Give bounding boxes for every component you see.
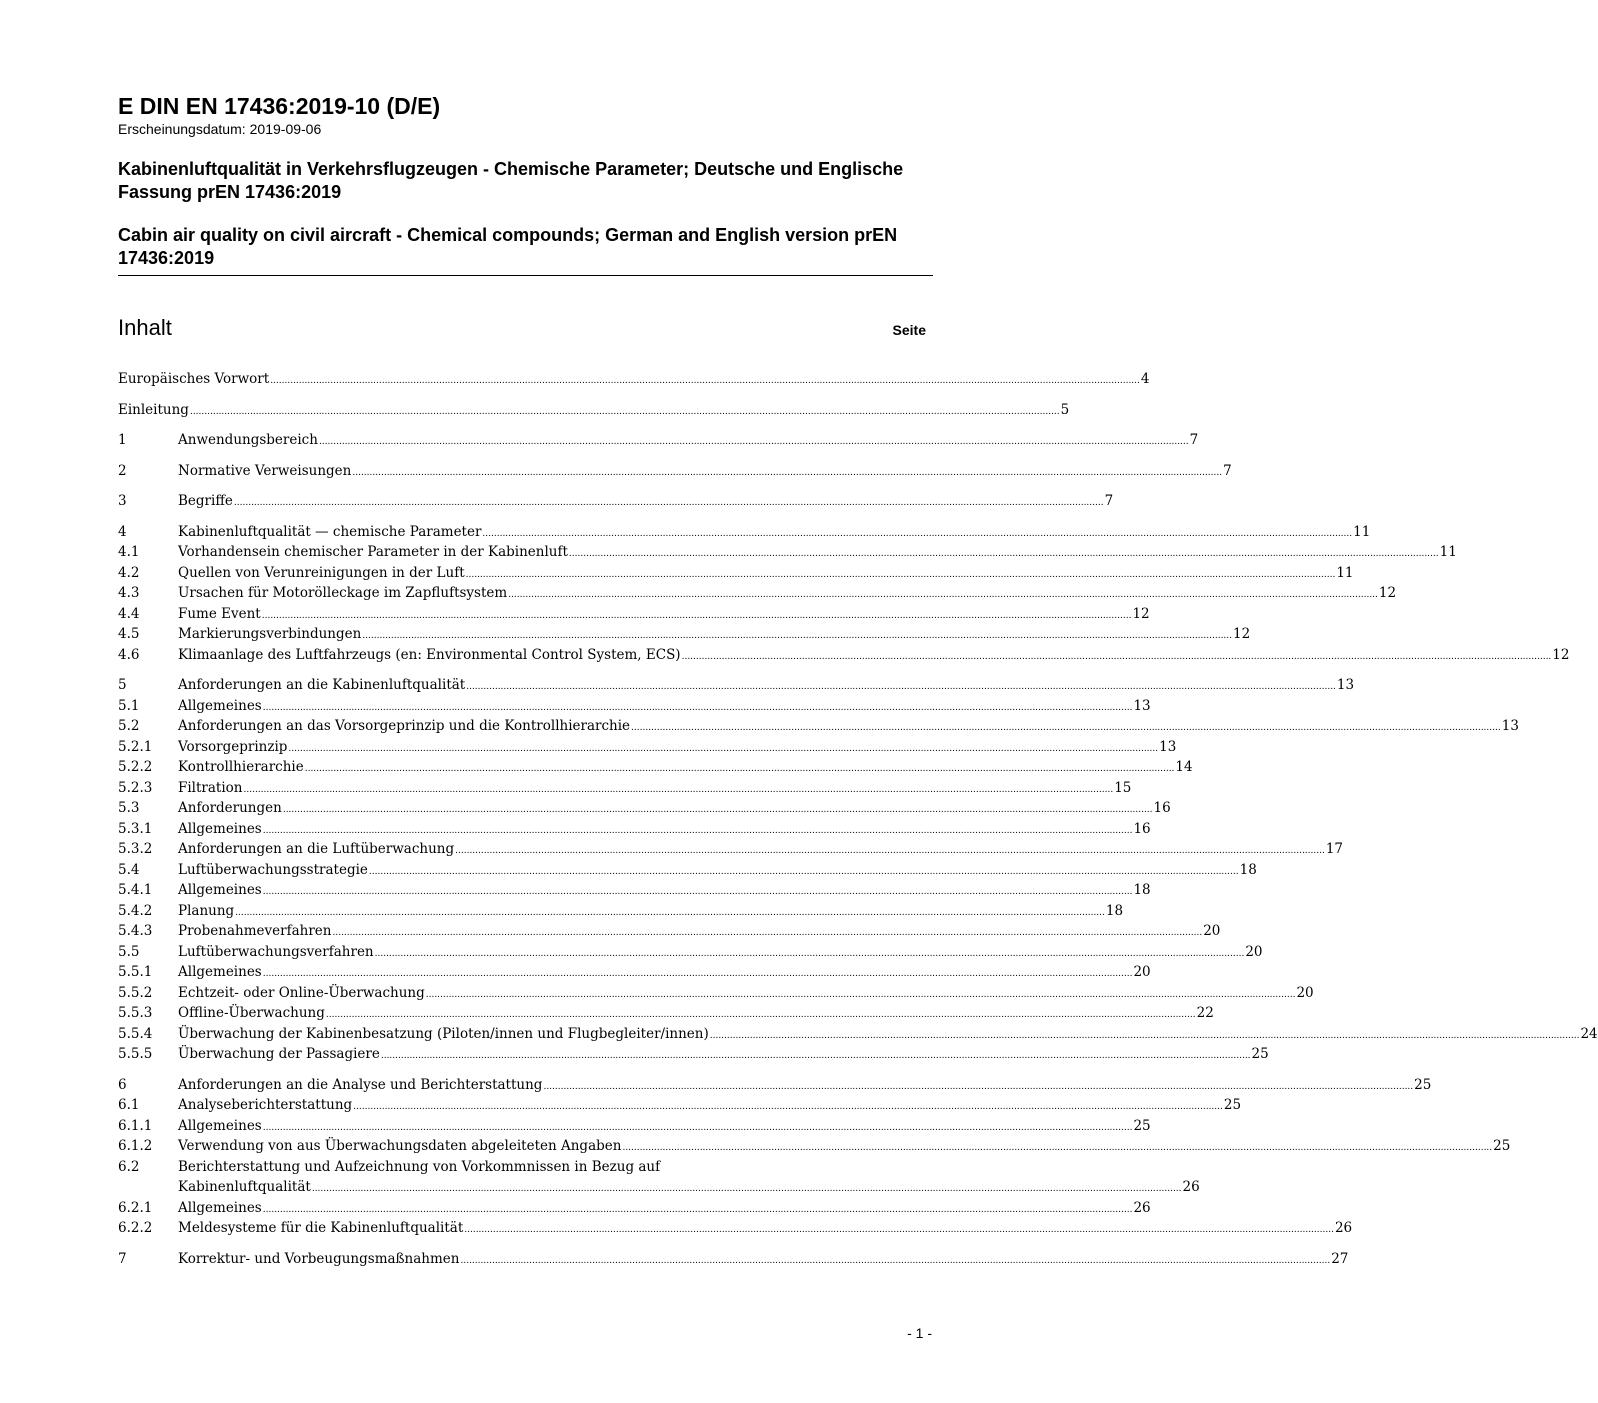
toc-dot-leader <box>622 1136 1492 1159</box>
toc-dot-leader <box>426 983 1296 1006</box>
toc-entry-number: 6.2 <box>118 1158 140 1175</box>
toc-entry-title: Anforderungen an die Luftüberwachung <box>178 841 455 857</box>
toc-dot-leader <box>235 901 1105 924</box>
toc-entry[interactable] <box>118 461 1232 482</box>
toc-dot-leader <box>381 1044 1251 1067</box>
document-header <box>118 92 933 270</box>
toc-entry-title: Kabinenluftqualität — chemische Parameter <box>178 523 482 540</box>
toc-entry-title: Korrektur- und Vorbeugungsmaßnahmen <box>178 1250 460 1267</box>
toc-entry-title: Kontrollhierarchie <box>178 759 304 775</box>
toc-entry-page: 11 <box>1439 544 1457 560</box>
toc-entry-title: Verwendung von aus Überwachungsdaten abgeleiteten Angaben <box>178 1138 622 1154</box>
toc-entry-page: 25 <box>1414 1076 1432 1093</box>
toc-entry-title: Vorsorgeprinzip <box>178 738 288 755</box>
toc-dot-leader <box>263 819 1133 842</box>
toc-entry[interactable] <box>118 1095 1242 1116</box>
toc-dot-leader <box>332 921 1202 944</box>
toc-entry-title: Klimaanlage des Luftfahrzeugs (en: Environmental Control System, ECS) <box>178 646 681 663</box>
toc-entry-number: 6.1.1 <box>118 1117 153 1134</box>
toc-entry[interactable] <box>118 1044 1269 1065</box>
toc-dot-leader <box>460 1249 1330 1272</box>
toc-entry-page: 20 <box>1245 943 1263 960</box>
toc-dot-leader <box>631 716 1501 739</box>
toc-entry-title: Anforderungen an die Analyse und Berichterstattung <box>178 1076 543 1093</box>
toc-dot-leader <box>262 604 1132 627</box>
toc-entry-page: 13 <box>1133 697 1151 714</box>
toc-entry[interactable] <box>118 624 1251 645</box>
toc-entry-title: Anforderungen an das Vorsorgeprinzip und die Kontrollhierarchie <box>178 718 631 734</box>
toc-heading: Inhalt <box>118 315 172 340</box>
toc-dot-leader <box>283 798 1153 821</box>
toc-entry-number: 5 <box>118 677 127 693</box>
toc-dot-leader <box>352 461 1222 484</box>
toc-dot-leader <box>270 369 1140 392</box>
toc-entry-title: Einleitung <box>118 401 189 418</box>
toc-entry[interactable] <box>118 1218 1353 1239</box>
toc-entry-page: 7 <box>1104 493 1114 509</box>
toc-entry-page: 13 <box>1159 738 1177 755</box>
toc-entry-title-line1: Berichterstattung und Aufzeichnung von Vorkommnissen in Bezug auf <box>178 1158 661 1175</box>
toc-entry-title: Kabinenluftqualität <box>178 1179 311 1195</box>
toc-entry-number: 5.4.2 <box>118 902 153 919</box>
toc-entry[interactable] <box>118 819 1151 840</box>
toc-entry-title: Planung <box>178 902 235 919</box>
toc-entry-title: Luftüberwachungsverfahren <box>178 943 374 960</box>
toc-entry-title: Allgemeines <box>178 964 262 980</box>
toc-header <box>118 314 926 342</box>
toc-entry-title: Anwendungsbereich <box>178 432 318 448</box>
toc-entry-number: 5.2 <box>118 718 140 734</box>
toc-entry[interactable] <box>118 1249 1349 1270</box>
toc-entry-number: 5.5.1 <box>118 964 153 980</box>
toc-entry[interactable] <box>118 1157 1200 1198</box>
toc-entry-title: Begriffe <box>178 493 233 509</box>
toc-entry-number: 4.3 <box>118 585 140 601</box>
toc-dot-leader <box>362 624 1232 647</box>
toc-entry-number: 5.2.2 <box>118 759 153 775</box>
toc-dot-leader <box>234 491 1104 514</box>
toc-entry-title: Allgemeines <box>178 820 262 837</box>
toc-entry[interactable] <box>118 583 1397 604</box>
toc-entry-title: Anforderungen an die Kabinenluftqualität <box>178 677 466 693</box>
toc-entry-title: Allgemeines <box>178 697 262 714</box>
toc-dot-leader <box>353 1095 1223 1118</box>
toc-entry-page: 12 <box>1378 585 1397 601</box>
toc-entry-number: 1 <box>118 432 127 448</box>
toc-entry[interactable] <box>118 778 1132 799</box>
toc-entry[interactable] <box>118 901 1124 922</box>
publication-date-label: Erscheinungsdatum: <box>118 121 246 137</box>
toc-entry-number: 5.5.4 <box>118 1025 153 1042</box>
toc-dot-leader <box>569 542 1439 565</box>
toc-entry-title: Allgemeines <box>178 1199 262 1216</box>
toc-entry[interactable] <box>118 921 1221 942</box>
toc-dot-leader <box>682 645 1552 668</box>
toc-dot-leader <box>455 839 1325 862</box>
toc-dot-leader <box>263 880 1133 903</box>
toc-entry-number: 4.5 <box>118 626 140 642</box>
toc-entry-number: 5.5 <box>118 943 140 960</box>
toc-entry-title: Luftüberwachungsstrategie <box>178 861 368 878</box>
toc-dot-leader <box>263 1198 1133 1221</box>
toc-entry-title: Allgemeines <box>178 1117 262 1134</box>
toc-entry-page: 12 <box>1132 605 1150 622</box>
header-divider <box>118 275 933 276</box>
toc-entry[interactable] <box>118 400 1070 421</box>
toc-entry-number: 5.4.3 <box>118 923 153 939</box>
toc-entry-page: 13 <box>1336 677 1355 693</box>
toc-entry-page: 4 <box>1140 371 1150 387</box>
toc-entry-page: 22 <box>1196 1005 1214 1021</box>
toc-dot-leader <box>543 1075 1413 1098</box>
toc-entry-title: Überwachung der Passagiere <box>178 1046 380 1062</box>
document-id: E DIN EN 17436:2019-10 (D/E) <box>118 93 441 119</box>
toc-entry[interactable] <box>118 604 1150 625</box>
toc-entry-page: 17 <box>1325 841 1344 857</box>
toc-entry-title: Überwachung der Kabinenbesatzung (Piloten/innen und Flugbegleiter/innen) <box>178 1025 709 1042</box>
toc-dot-leader <box>482 522 1352 545</box>
toc-dot-leader <box>190 400 1060 423</box>
toc-entry-page: 20 <box>1133 964 1151 980</box>
toc-entry-number: 4.6 <box>118 646 140 663</box>
toc-entry-title: Markierungsverbindungen <box>178 626 362 642</box>
toc-entry[interactable] <box>118 696 1151 717</box>
toc-entry-page: 26 <box>1182 1179 1200 1195</box>
toc-entry-number: 5.4.1 <box>118 882 153 898</box>
toc-dot-leader <box>369 860 1239 883</box>
toc-entry-page: 18 <box>1133 882 1151 898</box>
toc-entry-number: 6 <box>118 1076 127 1093</box>
toc-entry[interactable] <box>118 860 1257 881</box>
toc-dot-leader <box>244 778 1114 801</box>
toc-entry-number: 5.4 <box>118 861 140 878</box>
toc-dot-leader <box>319 430 1189 453</box>
toc-entry[interactable] <box>118 542 1457 563</box>
toc-entry-number: 5.5.5 <box>118 1046 153 1062</box>
toc-entry-page: 11 <box>1353 523 1371 540</box>
publication-date-value: 2019-09-06 <box>249 121 322 137</box>
toc-dot-leader <box>305 757 1175 780</box>
toc-dot-leader <box>466 563 1336 586</box>
toc-entry-number: 4.4 <box>118 605 140 622</box>
toc-dot-leader <box>263 1116 1133 1139</box>
toc-entry-page: 11 <box>1336 564 1354 581</box>
toc-entry[interactable] <box>118 430 1199 451</box>
toc-dot-leader <box>312 1177 1182 1200</box>
toc-entry-title: Allgemeines <box>178 882 262 898</box>
toc-entry-title: Offline-Überwachung <box>178 1005 325 1021</box>
toc-entry-page: 20 <box>1203 923 1221 939</box>
toc-entry-number: 2 <box>118 462 127 479</box>
toc-entry-page: 24 <box>1580 1025 1598 1042</box>
toc-entry-number: 7 <box>118 1250 127 1267</box>
toc-entry[interactable] <box>118 757 1193 778</box>
toc-entry[interactable] <box>118 491 1114 512</box>
toc-entry[interactable] <box>118 839 1344 860</box>
toc-dot-leader <box>464 1218 1334 1241</box>
toc-entry-number: 4 <box>118 523 127 540</box>
toc-entry-page: 20 <box>1296 984 1314 1001</box>
toc-entry-page: 7 <box>1189 432 1199 448</box>
toc-entry-page: 12 <box>1552 646 1570 663</box>
toc-entry[interactable] <box>118 563 1354 584</box>
toc-dot-leader <box>508 583 1378 606</box>
toc-dot-leader <box>375 942 1245 965</box>
toc-entry-page: 18 <box>1239 861 1257 878</box>
toc-entry-number: 5.1 <box>118 697 140 714</box>
toc-entry-page: 12 <box>1233 626 1251 642</box>
toc-entry-page: 25 <box>1493 1138 1511 1154</box>
toc-entry-title: Meldesysteme für die Kabinenluftqualität <box>178 1220 464 1236</box>
toc-entry-page: 15 <box>1114 779 1132 796</box>
toc-entry[interactable] <box>118 1075 1432 1096</box>
title-german: Kabinenluftqualität in Verkehrsflugzeugen - Chemische Parameter; Deutsche und Englische Fassung prEN 17436:2019 <box>118 159 904 202</box>
toc-entry-number: 5.3 <box>118 800 140 816</box>
toc-dot-leader <box>263 696 1133 719</box>
toc-entry-number: 5.3.2 <box>118 841 153 857</box>
toc-dot-leader <box>710 1024 1580 1047</box>
toc-entry-number: 6.2.2 <box>118 1220 153 1236</box>
toc-entry-page: 27 <box>1331 1250 1349 1267</box>
toc-entry-title: Ursachen für Motorölleckage im Zapfluftsystem <box>178 585 508 601</box>
toc-entry-number: 6.1 <box>118 1097 140 1113</box>
toc-entry[interactable] <box>118 369 1150 390</box>
toc-entry-page: 26 <box>1334 1220 1353 1236</box>
toc-entry-page: 25 <box>1133 1117 1151 1134</box>
toc-entry[interactable] <box>118 983 1314 1004</box>
toc-entry-page: 18 <box>1105 902 1124 919</box>
toc-entry-number: 6.1.2 <box>118 1138 153 1154</box>
toc-entry-number: 5.2.1 <box>118 738 153 755</box>
toc-entry-page: 16 <box>1133 820 1151 837</box>
toc-entry-title: Europäisches Vorwort <box>118 371 270 387</box>
toc-entry[interactable] <box>118 880 1151 901</box>
toc-entry[interactable] <box>118 1198 1151 1219</box>
toc-entry[interactable] <box>118 1003 1214 1024</box>
toc-entry-number: 6.2.1 <box>118 1199 153 1216</box>
title-english: Cabin air quality on civil aircraft - Chemical compounds; German and English version prEN 17436:2019 <box>118 225 898 268</box>
toc-entry-number: 5.2.3 <box>118 779 153 796</box>
toc-entry-title: Vorhandensein chemischer Parameter in der Kabinenluft <box>178 544 568 560</box>
toc-entry-page: 13 <box>1501 718 1519 734</box>
toc-entry[interactable] <box>118 645 1570 666</box>
toc-entry-title: Quellen von Verunreinigungen in der Luft <box>178 564 465 581</box>
toc-dot-leader <box>466 675 1336 698</box>
toc-entry[interactable] <box>118 1136 1511 1157</box>
publication-date <box>118 120 933 138</box>
toc-entry[interactable] <box>118 716 1519 737</box>
toc-entry-page: 25 <box>1223 1097 1242 1113</box>
toc-entry[interactable] <box>118 1024 1598 1045</box>
toc-entry-page: 25 <box>1251 1046 1269 1062</box>
toc-entry-number: 4.2 <box>118 564 140 581</box>
toc-entry[interactable] <box>118 942 1263 963</box>
toc-entry-title: Echtzeit- oder Online-Überwachung <box>178 984 425 1001</box>
page-number: - 1 - <box>907 1325 932 1341</box>
toc-entry-title: Anforderungen <box>178 800 282 816</box>
toc-dot-leader <box>326 1003 1196 1026</box>
toc-entry-page: 14 <box>1175 759 1193 775</box>
toc-entry[interactable] <box>118 962 1151 983</box>
toc-entry-page: 5 <box>1060 401 1070 418</box>
toc-entry-title: Fume Event <box>178 605 261 622</box>
toc-entry-title: Probenahmeverfahren <box>178 923 332 939</box>
toc-entry-title: Analyseberichterstattung <box>178 1097 353 1113</box>
toc-entry[interactable] <box>118 522 1371 543</box>
toc-entry-page: 16 <box>1153 800 1171 816</box>
toc-page-column-label: Seite <box>892 322 926 338</box>
table-of-contents <box>118 369 1598 1269</box>
toc-entry-number: 5.3.1 <box>118 820 153 837</box>
toc-entry-page: 26 <box>1133 1199 1151 1216</box>
toc-dot-leader <box>288 737 1158 760</box>
toc-entry[interactable] <box>118 1116 1151 1137</box>
toc-entry-number: 5.5.3 <box>118 1005 153 1021</box>
toc-entry-number: 5.5.2 <box>118 984 153 1001</box>
toc-entry-number: 3 <box>118 493 127 509</box>
toc-entry-number: 4.1 <box>118 544 140 560</box>
toc-dot-leader <box>263 962 1133 985</box>
toc-entry-title: Normative Verweisungen <box>178 462 352 479</box>
toc-entry[interactable] <box>118 675 1355 696</box>
toc-entry-title: Filtration <box>178 779 243 796</box>
toc-entry-page: 7 <box>1223 462 1232 479</box>
toc-entry[interactable] <box>118 737 1177 758</box>
toc-entry[interactable] <box>118 798 1171 819</box>
